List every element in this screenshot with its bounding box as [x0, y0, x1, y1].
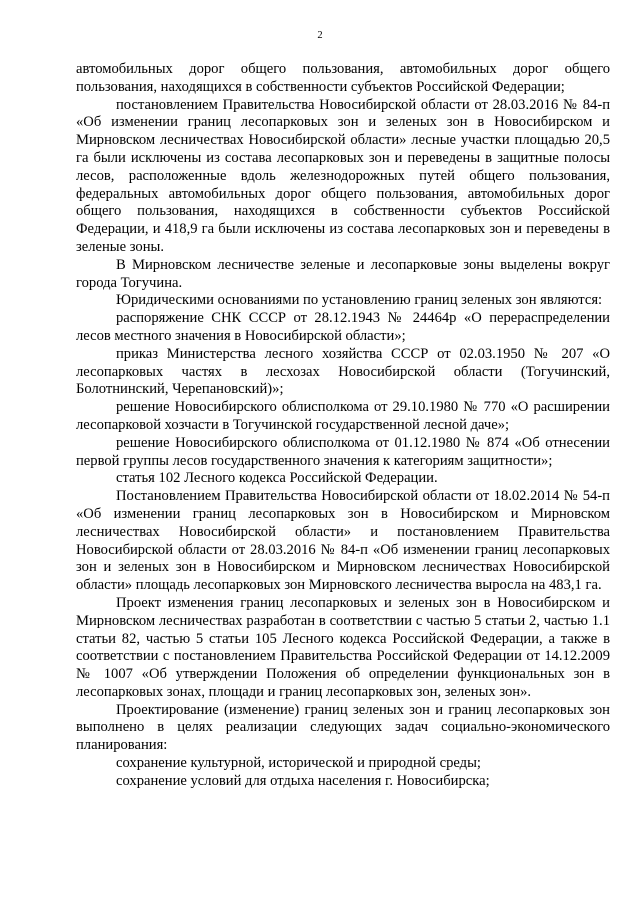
paragraph: решение Новосибирского облисполкома от 01.12.1980 № 874 «Об отнесении первой группы лесов государственного значения к категориям защитности»;	[76, 434, 610, 469]
paragraph: Постановлением Правительства Новосибирской области от 18.02.2014 № 54-п «Об изменении границ лесопарковых зон в Новосибирском и Мирновском лесничествах Новосибирской области» и постановлением Правительства Новосибирской области от 28.03.2016 № 84-п «Об изменении границ лесопарковых зон и зеленых зон в Новосибирском и Мирновском лесничествах Новосибирской области» площадь лесопарковых зон Мирновского лесничества выросла на 483,1 га.	[76, 488, 610, 594]
paragraph: Проект изменения границ лесопарковых и зеленых зон в Новосибирском и Мирновском лесничествах разработан в соответствии с частью 5 статьи 2, частью 1.1 статьи 82, частью 5 статьи 105 Лесного кодекса Российской Федерации, а также в соответствии с постановлением Правительства Российской Федерации от 14.12.2009 № 1007 «Об утверждении Положения об определении функциональных зон в лесопарковых зонах, площади и границ лесопарковых зон, зеленых зон».	[76, 594, 610, 700]
paragraph: сохранение культурной, исторической и природной среды;	[116, 755, 481, 772]
paragraph: автомобильных дорог общего пользования, автомобильных дорог общего пользования, находящихся в собственности субъектов Российской Федерации;	[76, 61, 610, 95]
paragraph: приказ Министерства лесного хозяйства СССР от 02.03.1950 № 207 «О лесопарковых частях в лесхозах Новосибирской области (Тогучинский, Болотнинский, Черепановский)»;	[76, 345, 610, 398]
paragraph: В Мирновском лесничестве зеленые и лесопарковые зоны выделены вокруг города Тогучина.	[76, 256, 610, 291]
paragraph: статья 102 Лесного кодекса Российской Федерации.	[116, 470, 438, 487]
paragraph: Проектирование (изменение) границ зеленых зон и границ лесопарковых зон выполнено в целях реализации следующих задач социально-экономического планирования:	[76, 701, 610, 754]
paragraph: решение Новосибирского облисполкома от 29.10.1980 № 770 «О расширении лесопарковой хозчасти в Тогучинской государственной лесной даче»;	[76, 399, 610, 433]
page-number: 2	[317, 30, 323, 41]
paragraph: постановлением Правительства Новосибирской области от 28.03.2016 № 84-п «Об изменении границ лесопарковых зон и зеленых зон в Новосибирском и Мирновском лесничествах Новосибирской области» лесные участки площадью 20,5 га были исключены из состава лесопарковых зон и переведены в защитные полосы лесов, расположенные вдоль железнодорожных путей общего пользования, федеральных автомобильных дорог общего пользования, автомобильных дорог общего пользования, находящихся в собственности субъектов Российской Федерации, и 418,9 га были исключены из состава лесопарковых зон и переведены в зеленые зоны.	[76, 96, 610, 255]
body-text	[76, 61, 610, 791]
paragraph: распоряжение СНК СССР от 28.12.1943 № 24464р «О перераспределении лесов местного значения в Новосибирской области»;	[76, 310, 610, 344]
paragraph: Юридическими основаниями по установлению границ зеленых зон являются:	[116, 292, 603, 309]
paragraph: сохранение условий для отдыха населения г. Новосибирска;	[116, 772, 490, 789]
